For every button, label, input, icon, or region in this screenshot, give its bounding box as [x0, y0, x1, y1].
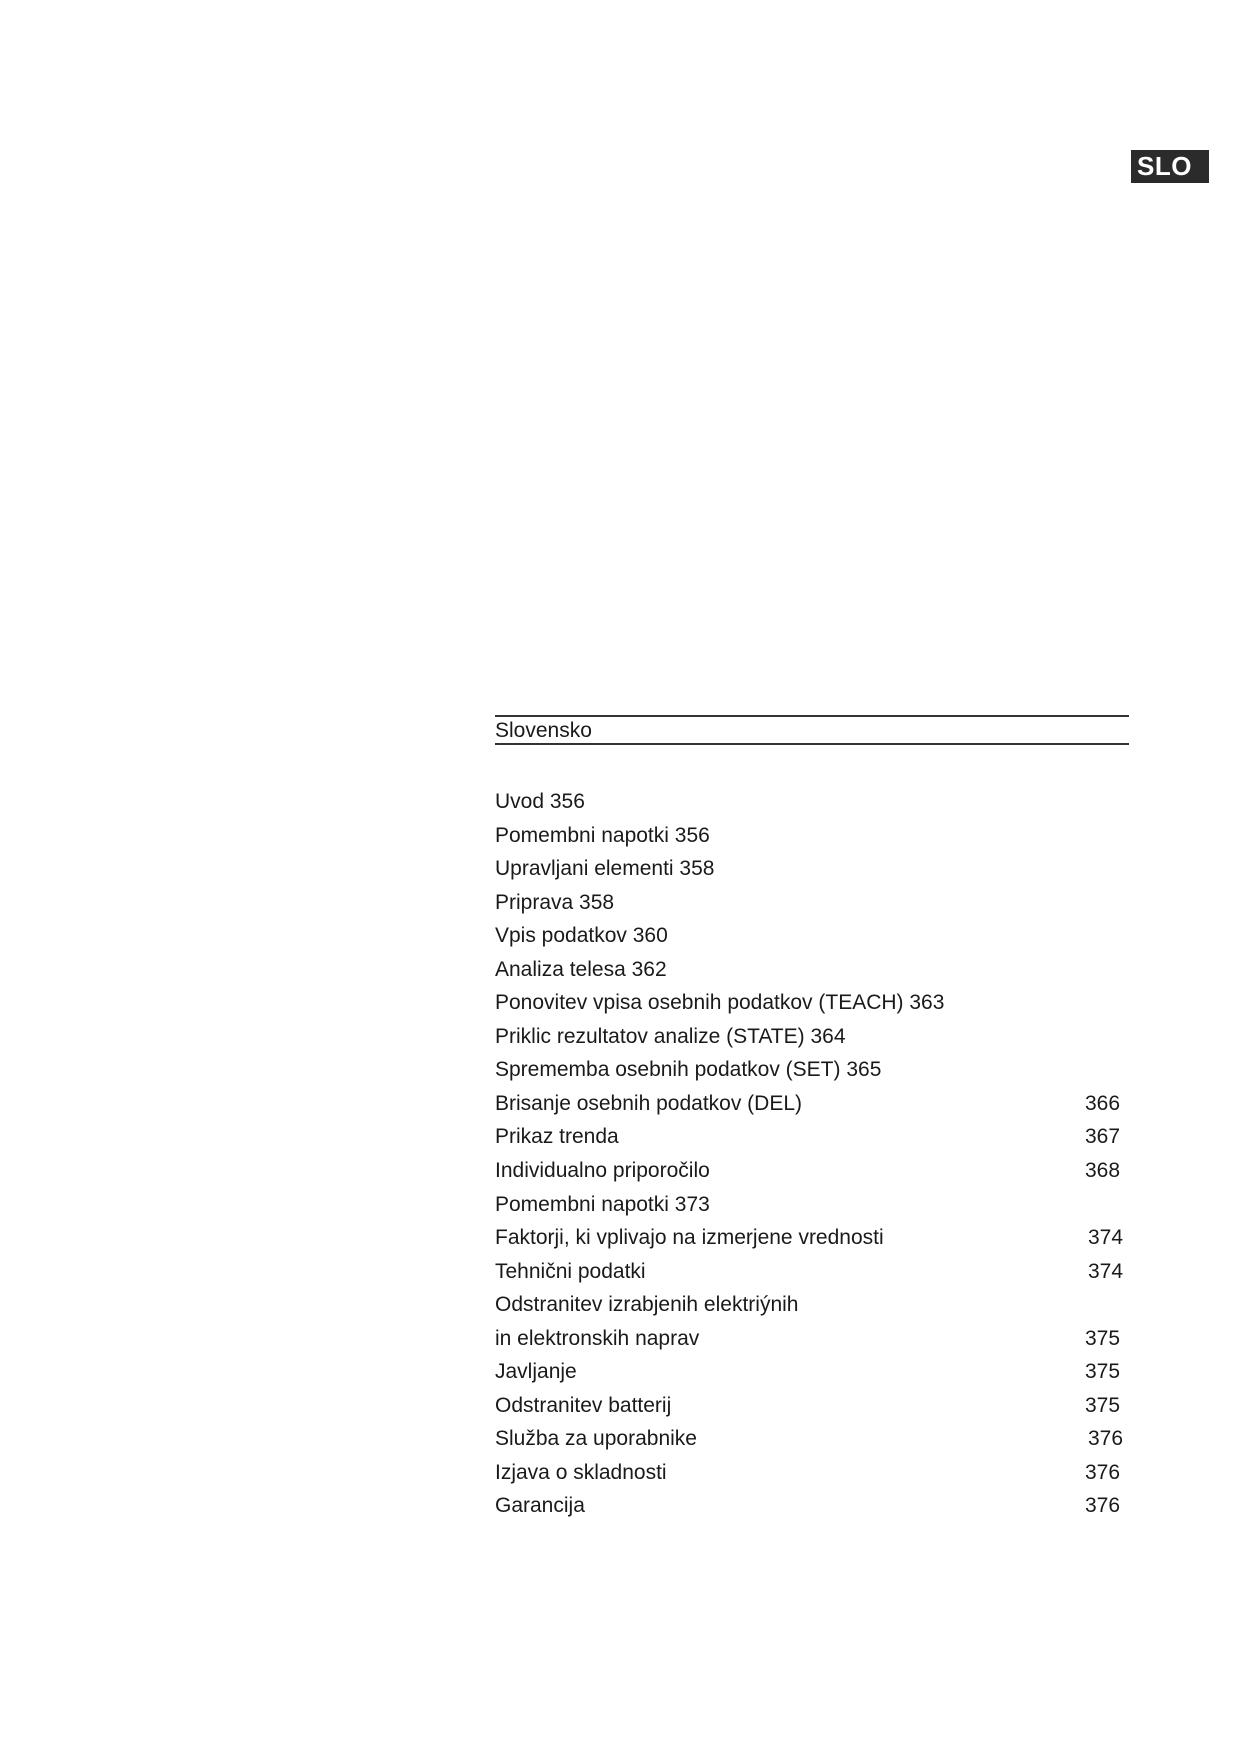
toc-heading-bar — [495, 715, 1129, 745]
language-badge: SLO — [1131, 150, 1209, 183]
toc-entry — [495, 1120, 1129, 1154]
toc-list — [495, 785, 1129, 1523]
toc-entry-page: 375 — [1085, 1360, 1121, 1384]
toc-entry-title: Tehnični podatki — [495, 1259, 646, 1283]
toc-entry-title: Prikaz trenda — [495, 1125, 619, 1149]
toc-entry-title: Ponovitev vpisa osebnih podatkov (TEACH) 363 — [495, 991, 945, 1015]
toc-entry — [495, 1355, 1129, 1389]
toc-entry — [495, 1053, 1129, 1087]
toc-entry — [495, 1087, 1129, 1121]
toc-entry-title: Faktorji, ki vplivajo na izmerjene vrednosti — [495, 1226, 884, 1250]
toc-entry-title: Individualno priporočilo — [495, 1159, 710, 1183]
toc-entry-title: Uvod 356 — [495, 790, 585, 813]
toc-entry — [495, 1422, 1129, 1456]
toc-entry-title: Priprava 358 — [495, 890, 615, 914]
toc-entry-page: 376 — [1085, 1494, 1121, 1518]
toc-entry-title: in elektronskih naprav — [495, 1326, 700, 1350]
toc-entry-title: Upravljani elementi 358 — [495, 857, 715, 881]
toc-entry — [495, 1221, 1129, 1255]
toc-entry-page: 375 — [1085, 1393, 1121, 1417]
toc-entry-page: 367 — [1085, 1125, 1121, 1149]
toc-entry — [495, 1389, 1129, 1423]
toc-entry-title: Pomembni napotki 373 — [495, 1192, 710, 1216]
toc-entry-page: 374 — [1088, 1226, 1124, 1250]
toc-entry — [495, 1288, 1129, 1322]
toc-entry-page: 366 — [1085, 1091, 1121, 1115]
toc-entry — [495, 785, 1129, 819]
toc-entry-page: 375 — [1085, 1326, 1121, 1350]
toc-entry-title: Izjava o skladnosti — [495, 1460, 667, 1484]
toc-entry — [495, 1188, 1129, 1222]
toc-entry-page: 374 — [1088, 1259, 1124, 1283]
toc-entry-title: Pomembni napotki 356 — [495, 823, 710, 847]
toc-entry-title: Javljanje — [495, 1360, 577, 1384]
toc-entry — [495, 1489, 1129, 1523]
toc-heading: Slovensko — [495, 719, 592, 742]
toc-entry-title: Priklic rezultatov analize (STATE) 364 — [495, 1024, 846, 1048]
toc-entry — [495, 986, 1129, 1020]
toc-entry-title: Odstranitev izrabjenih elektriýnih — [495, 1293, 799, 1317]
toc-entry — [495, 1322, 1129, 1356]
toc-entry-title: Garancija — [495, 1494, 585, 1518]
toc-entry-title: Služba za uporabnike — [495, 1427, 697, 1451]
toc-entry-page: 368 — [1085, 1159, 1121, 1183]
toc-entry — [495, 819, 1129, 853]
table-of-contents — [495, 715, 1129, 1518]
toc-entry-title: Analiza telesa 362 — [495, 957, 667, 981]
toc-entry-page: 376 — [1085, 1460, 1121, 1484]
toc-entry — [495, 953, 1129, 987]
toc-entry-title: Vpis podatkov 360 — [495, 924, 668, 948]
toc-entry — [495, 886, 1129, 920]
toc-entry — [495, 1020, 1129, 1054]
toc-entry — [495, 852, 1129, 886]
toc-entry — [495, 1255, 1129, 1289]
toc-entry-page: 376 — [1088, 1427, 1124, 1451]
toc-entry-title: Sprememba osebnih podatkov (SET) 365 — [495, 1058, 882, 1082]
toc-entry — [495, 1456, 1129, 1490]
toc-entry-title: Odstranitev batterij — [495, 1393, 672, 1417]
toc-entry-title: Brisanje osebnih podatkov (DEL) — [495, 1091, 803, 1115]
toc-entry — [495, 919, 1129, 953]
toc-entry — [495, 1154, 1129, 1188]
